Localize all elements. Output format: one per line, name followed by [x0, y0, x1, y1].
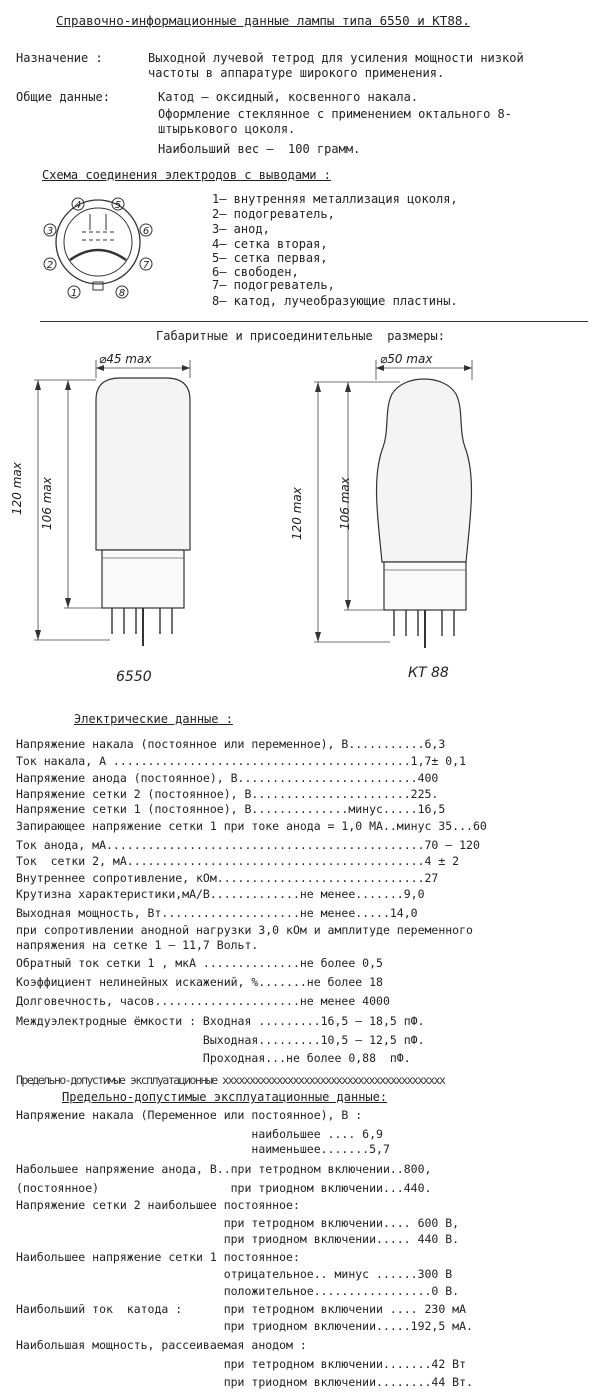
electrical-row: Проходная...не более 0,88 пФ. — [16, 1051, 411, 1065]
pin-label-2: 2 — [46, 260, 54, 271]
pinout-item: 2– подогреватель, — [212, 207, 335, 221]
electrical-row: Внутреннее сопротивление, кОм..............................27 — [16, 871, 439, 885]
tube2-total-height: 120 max — [290, 487, 304, 540]
limits-row: Наибольший ток катода : при тетродном включении .... 230 мА — [16, 1302, 467, 1316]
limits-row: положительное.................0 В. — [16, 1284, 460, 1298]
electrical-row: Выходная мощность, Вт....................не менее.....14,0 — [16, 906, 418, 920]
page-title: Справочно-информационные данные лампы типа 6550 и КТ88. — [56, 13, 470, 28]
pinout-item: 6– свободен, — [212, 265, 299, 279]
tube1-diameter: ⌀45 max — [99, 352, 152, 366]
pinout-item: 5– сетка первая, — [212, 251, 328, 265]
electrical-row: Долговечность, часов.....................не менее 4000 — [16, 994, 390, 1008]
tube2-name: КТ 88 — [408, 665, 449, 681]
electrical-row: Напряжение анода (постоянное), В..........................400 — [16, 771, 439, 785]
general-line-2: Оформление стеклянное с применением октального 8- — [158, 107, 513, 121]
general-label: Общие данные: — [16, 90, 110, 104]
general-line-1: Катод – оксидный, косвенного накала. — [158, 90, 419, 104]
limits-row: наименьшее.......5,7 — [16, 1142, 390, 1156]
limits-heading: Предельно-допустимые эксплуатационные данные: — [62, 1090, 388, 1104]
pinout-item: 8– катод, лучеобразующие пластины. — [212, 294, 458, 308]
limits-row: (постоянное) при триодном включении...440. — [16, 1181, 432, 1195]
tube1-bulb-height: 106 max — [40, 477, 54, 530]
pin-label-4: 4 — [74, 200, 82, 211]
electrical-row: при сопротивлении анодной нагрузки 3,0 кОм и амплитуде переменного — [16, 923, 473, 937]
limits-row: при триодном включении..... 440 В. — [16, 1232, 460, 1246]
electrical-row: Коэффициент нелинейных искажений, %.......не более 18 — [16, 975, 383, 989]
limits-row: Набольшее напряжение анода, В..при тетродном включении..800, — [16, 1162, 432, 1176]
section-divider — [40, 321, 588, 322]
electrical-row: Ток анода, мА..............................................70 – 120 — [16, 838, 480, 852]
electrical-row: Запирающее напряжение сетки 1 при токе анода = 1,0 МА..минус 35...60 — [16, 819, 487, 833]
electrical-row: Междуэлектродные ёмкости : Входная .........16,5 – 18,5 пФ. — [16, 1014, 425, 1028]
electrical-row: Выходная.........10,5 – 12,5 пФ. — [16, 1033, 425, 1047]
pinout-item: 3– анод, — [212, 222, 270, 236]
pin-label-1: 1 — [70, 288, 78, 299]
limits-row: при тетродном включении.......42 Вт — [16, 1357, 467, 1371]
general-line-3: штырькового цоколя. — [158, 122, 296, 136]
purpose-label: Назначение : — [16, 51, 103, 65]
pinout-item: 4– сетка вторая, — [212, 237, 328, 251]
general-line-4: Наибольший вес – 100 грамм. — [158, 142, 361, 156]
limits-row: Напряжение накала (Переменное или постоянное), В : — [16, 1108, 363, 1122]
electrical-row: Напряжение накала (постоянное или переменное), В...........6,3 — [16, 737, 446, 751]
pin-label-8: 8 — [118, 288, 126, 299]
electrical-row: Ток сетки 2, мА...........................................4 ± 2 — [16, 854, 460, 868]
electrical-heading: Электрические данные : — [74, 712, 233, 726]
limits-row: при триодном включении........44 Вт. — [16, 1375, 473, 1389]
tube2-diameter: ⌀50 max — [380, 352, 433, 366]
electrical-row: Напряжение сетки 2 (постоянное), В.......................225. — [16, 787, 439, 801]
tube1-total-height: 120 max — [10, 462, 24, 515]
pin-label-5: 5 — [114, 200, 122, 211]
pinout-item: 7– подогреватель, — [212, 278, 335, 292]
pinout-heading: Схема соединения электродов с выводами : — [42, 168, 331, 182]
octal-base-diagram — [38, 190, 158, 300]
electrical-row: Обратный ток сетки 1 , мкА ..............не более 0,5 — [16, 956, 383, 970]
pin-label-7: 7 — [142, 260, 150, 271]
purpose-line-1: Выходной лучевой тетрод для усиления мощности низкой — [148, 51, 524, 65]
electrical-row: напряжения на сетке 1 – 11,7 Вольт. — [16, 938, 259, 952]
limits-row: при триодном включении.....192,5 мА. — [16, 1319, 473, 1333]
tube1-name: 6550 — [116, 669, 152, 685]
limits-row: Наибольшее напряжение сетки 1 постоянное: — [16, 1250, 300, 1264]
pin-label-6: 6 — [142, 226, 150, 237]
tube2-bulb-height: 106 max — [338, 477, 352, 530]
dimensions-heading: Габаритные и присоединительные размеры: — [156, 329, 445, 343]
tube-kt88-drawing — [300, 350, 520, 670]
limits-row: Наибольшая мощность, рассеиваемая анодом : — [16, 1338, 307, 1352]
electrical-row: Напряжение сетки 1 (постоянное), В..............минус.....16,5 — [16, 802, 446, 816]
struck-line: Предельно-допустимые эксплуатационные xxxxxxxxxxxxxxxxxxxxxxxxxxxxxxxxxxxxxxxxx — [16, 1073, 445, 1087]
limits-row: отрицательное.. минус ......300 В — [16, 1267, 453, 1281]
pin-label-3: 3 — [46, 226, 54, 237]
limits-row: Напряжение сетки 2 наибольшее постоянное: — [16, 1198, 300, 1212]
limits-row: наибольшее .... 6,9 — [16, 1127, 383, 1141]
electrical-row: Крутизна характеристики,мА/В.............не менее.......9,0 — [16, 887, 425, 901]
limits-row: при тетродном включении.... 600 В, — [16, 1216, 460, 1230]
pinout-item: 1– внутренняя металлизация цоколя, — [212, 192, 458, 206]
electrical-row: Ток накала, А ...........................................1,7± 0,1 — [16, 754, 467, 768]
purpose-line-2: частоты в аппаратуре широкого применения. — [148, 66, 445, 80]
